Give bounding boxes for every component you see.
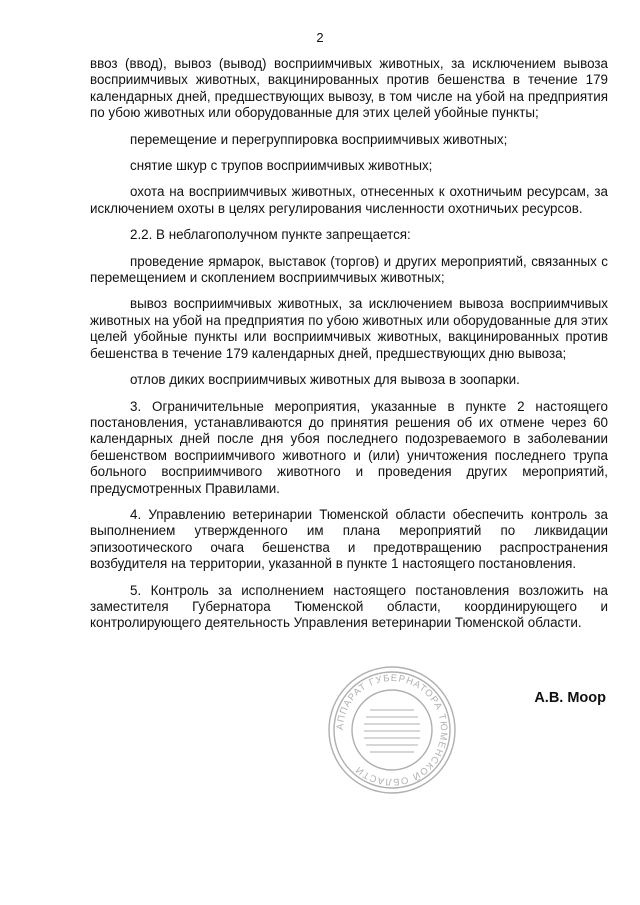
- paragraph: вывоз восприимчивых животных, за исключением вывоза восприимчивых животных на убой на предприятия по убою животных или оборудованные для этих целей убойные пункты или восприимчивых животных, вакцинированных против бешенства в течение 179 календарных дней, предшествующих дню вывоза;: [90, 296, 608, 361]
- page-number: 2: [316, 30, 324, 45]
- paragraph: 4. Управлению ветеринарии Тюменской области обеспечить контроль за выполнением утвержденного им плана мероприятий по ликвидации эпизоотического очага бешенства и предотвращению распространения возбудителя на территории, указанной в пункте 1 настоящего постановления.: [90, 506, 608, 572]
- paragraph: ввоз (ввод), вывоз (вывод) восприимчивых животных, за исключением вывоза восприимчивых животных, вакцинированных против бешенства в течение 179 календарных дней, предшествующих вывозу, в том числе на убой на предприятия по убою животных или оборудованные для этих целей убойные пункты;: [90, 56, 608, 121]
- signature-name: А.В. Моор: [534, 690, 606, 706]
- paragraph: охота на восприимчивых животных, отнесенных к охотничьим ресурсам, за исключением охоты в целях регулирования численности охотничьих ресурсов.: [90, 184, 608, 216]
- paragraph: снятие шкур с трупов восприимчивых животных;: [130, 158, 433, 174]
- seal-ring-text: АППАРАТ ГУБЕРНАТОРА ТЮМЕНСКОЙ ОБЛАСТИ: [334, 672, 450, 788]
- paragraph: 2.2. В неблагополучном пункте запрещается:: [130, 227, 411, 243]
- paragraph: отлов диких восприимчивых животных для вывоза в зоопарки.: [130, 372, 520, 388]
- paragraph: перемещение и перегруппировка восприимчивых животных;: [130, 131, 508, 147]
- paragraph: 5. Контроль за исполнением настоящего постановления возложить на заместителя Губернатора Тюменской области, координирующего и контролирующего деятельность Управления ветеринарии Тюменской области.: [90, 582, 608, 631]
- document-body: [90, 56, 608, 642]
- paragraph: 3. Ограничительные мероприятия, указанные в пункте 2 настоящего постановления, устанавливаются до принятия решения об их отмене через 60 календарных дней после дня убоя последнего подозреваемого в заболевании бешенством восприимчивого животного и (или) уничтожения последнего трупа больного восприимчивого животного и проведения других мероприятий, предусмотренных Правилами.: [90, 398, 608, 496]
- official-seal: [326, 664, 458, 796]
- paragraph: проведение ярмарок, выставок (торгов) и других мероприятий, связанных с перемещением и скоплением восприимчивых животных;: [90, 253, 608, 286]
